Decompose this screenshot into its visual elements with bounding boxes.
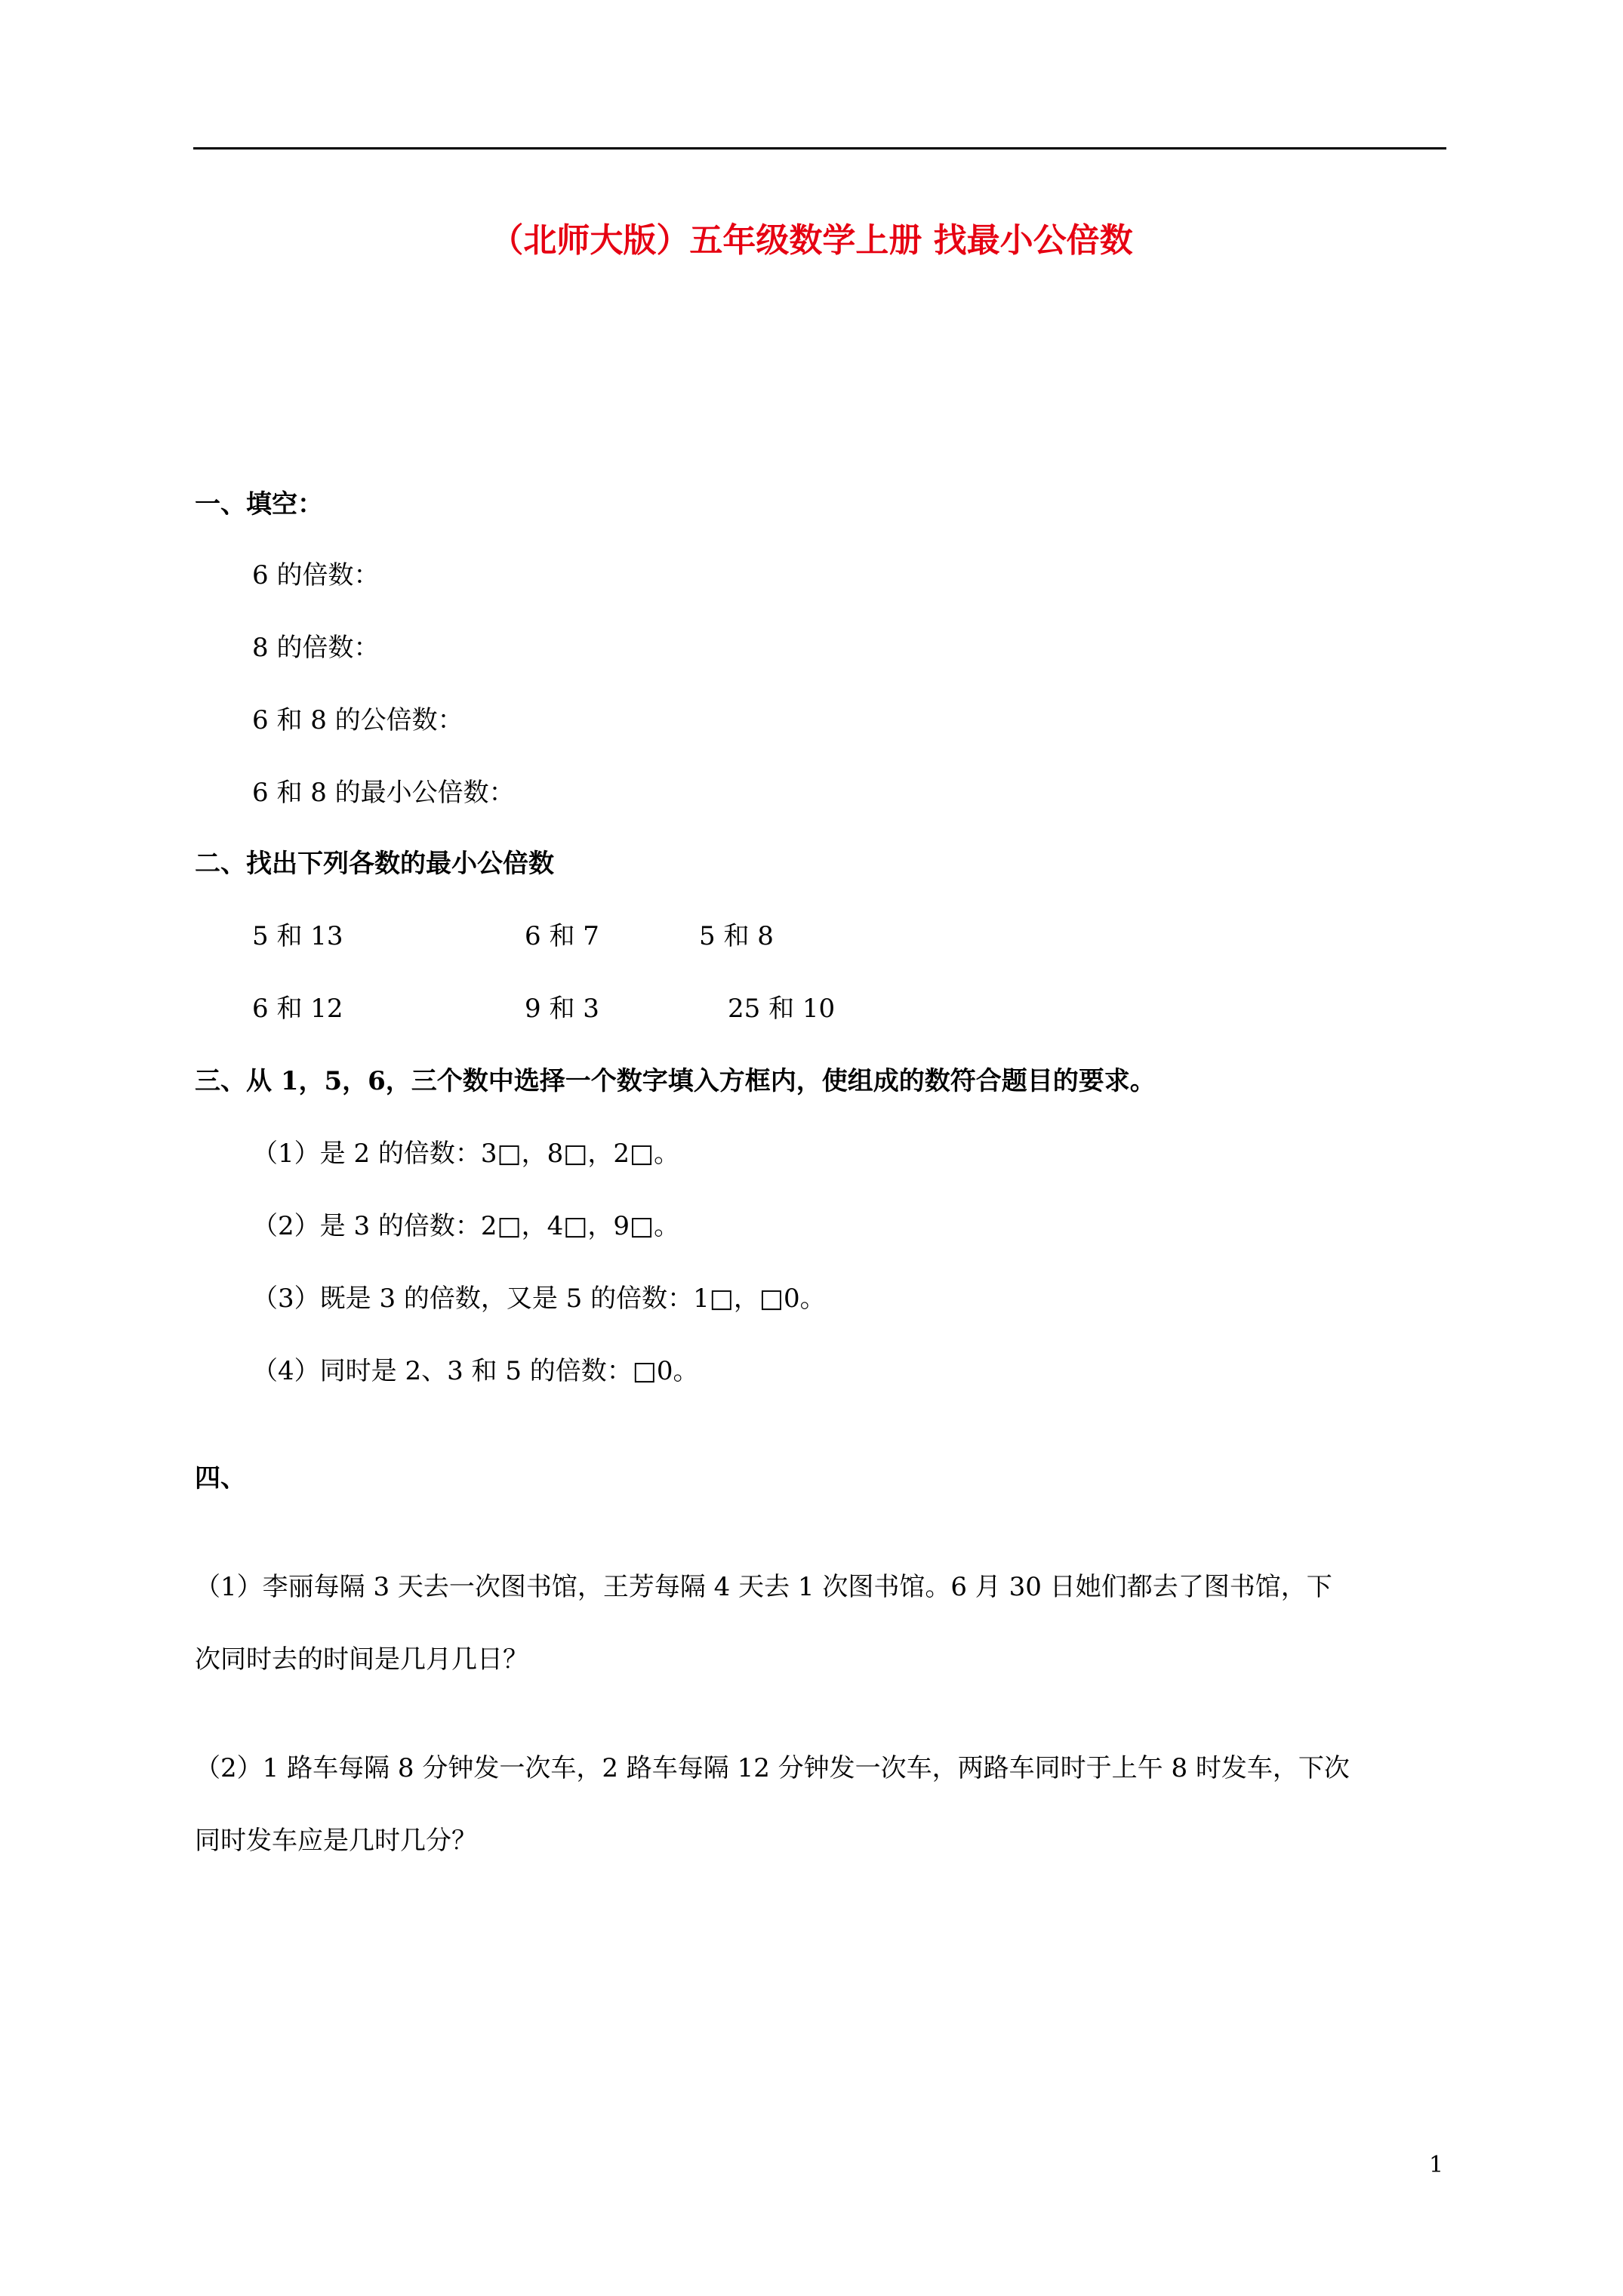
section-1-item: 8 的倍数： (252, 633, 380, 663)
section-2-pair: 6 和 12 (252, 994, 343, 1024)
section-2-pair: 5 和 13 (252, 921, 343, 951)
question-2-line-1: （2）1 路车每隔 8 分钟发一次车，2 路车每隔 12 分钟发一次车，两路车同时于上午 8 时发车，下次 (195, 1753, 1350, 1783)
page-number: 1 (1429, 2152, 1444, 2178)
section-3-item: （2）是 3 的倍数：2□，4□，9□。 (252, 1211, 680, 1241)
section-2-pair: 6 和 7 (525, 921, 599, 951)
section-2-heading: 二、找出下列各数的最小公倍数 (195, 849, 554, 879)
section-3-heading: 三、从 1，5，6，三个数中选择一个数字填入方框内，使组成的数符合题目的要求。 (195, 1066, 1156, 1096)
section-1-item: 6 和 8 的最小公倍数： (252, 778, 515, 808)
section-3-item: （3）既是 3 的倍数，又是 5 的倍数：1□，□0。 (252, 1284, 826, 1314)
question-1-line-1: （1）李丽每隔 3 天去一次图书馆，王芳每隔 4 天去 1 次图书馆。6 月 30 日她们都去了图书馆，下 (195, 1572, 1332, 1602)
section-2-pair: 9 和 3 (525, 994, 599, 1024)
question-2-line-2: 同时发车应是几时几分？ (195, 1826, 477, 1856)
section-3-item: （1）是 2 的倍数：3□，8□，2□。 (252, 1139, 680, 1169)
section-4-heading: 四、 (195, 1463, 246, 1493)
document-title: （北师大版）五年级数学上册 找最小公倍数 (490, 221, 1133, 260)
header-rule (193, 147, 1446, 149)
question-1-line-2: 次同时去的时间是几月几日？ (195, 1644, 528, 1675)
section-1-item: 6 的倍数： (252, 560, 380, 590)
section-2-pair: 5 和 8 (699, 921, 774, 951)
section-1-item: 6 和 8 的公倍数： (252, 705, 463, 735)
section-3-item: （4）同时是 2、3 和 5 的倍数：□0。 (252, 1356, 699, 1386)
section-2-pair: 25 和 10 (728, 994, 836, 1024)
section-1-heading: 一、填空： (195, 489, 323, 519)
